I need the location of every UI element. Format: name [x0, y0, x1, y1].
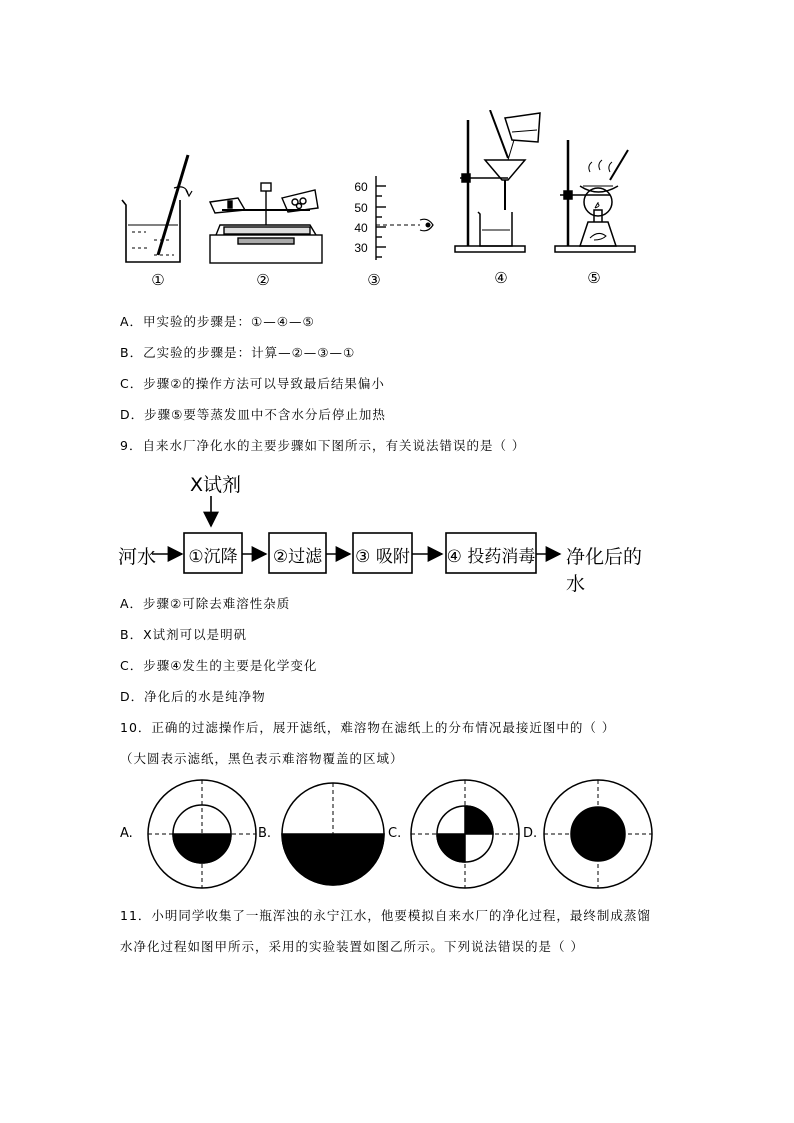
q9-flowchart	[116, 466, 656, 595]
evaporation-setup	[555, 140, 635, 252]
river-water-label: 河水	[118, 546, 157, 568]
step-filtration: ②过滤	[272, 547, 323, 567]
q11-stem-line1: 11．小明同学收集了一瓶浑浊的永宁江水，他要模拟自来水厂的净化过程，最终制成蒸馏	[120, 908, 651, 923]
q9-stem: 9．自来水厂净化水的主要步骤如下图所示，有关说法错误的是（ ）	[120, 438, 526, 453]
option-c-label: C.	[388, 826, 402, 841]
purified-water-label: 净化后的水	[566, 546, 643, 595]
apparatus-label-5: ⑤	[587, 269, 601, 287]
option-a-circle	[148, 780, 256, 888]
step-adsorption: ③ 吸附	[355, 547, 410, 567]
apparatus-label-1: ①	[151, 271, 165, 289]
tick-40: 40	[354, 221, 368, 235]
option-d-circle	[544, 780, 652, 888]
balance	[210, 183, 322, 263]
apparatus-label-4: ④	[494, 269, 508, 287]
tick-30: 30	[354, 241, 368, 255]
x-reagent-label: X试剂	[190, 474, 242, 496]
q9-option-b: B．X试剂可以是明矾	[120, 627, 248, 642]
option-d-label: D.	[523, 826, 538, 841]
option-b-circle	[282, 783, 384, 885]
step-disinfection: ④ 投药消毒	[446, 547, 536, 567]
q8-option-b: B．乙实验的步骤是：计算—②—③—①	[120, 345, 356, 360]
q8-option-c: C．步骤②的操作方法可以导致最后结果偏小	[120, 376, 385, 391]
option-c-circle	[411, 780, 519, 888]
option-b-label: B.	[258, 826, 272, 841]
q9-option-a: A．步骤②可除去难溶性杂质	[120, 596, 291, 611]
q8-option-d: D．步骤⑤要等蒸发皿中不含水分后停止加热	[120, 407, 386, 422]
graduated-cylinder	[376, 176, 433, 260]
option-a-label: A.	[120, 826, 133, 841]
q10-stem: 10．正确的过滤操作后，展开滤纸，难溶物在滤纸上的分布情况最接近图中的（ ）	[120, 720, 616, 735]
q9-option-d: D．净化后的水是纯净物	[120, 689, 266, 704]
q9-option-c: C．步骤④发生的主要是化学变化	[120, 658, 318, 673]
filtration-setup	[455, 110, 540, 252]
tick-50: 50	[354, 201, 368, 215]
filter-paper-options	[118, 778, 658, 890]
stirring-beaker	[122, 155, 192, 262]
apparatus-label-3: ③	[367, 271, 381, 289]
q8-option-a: A．甲实验的步骤是：①—④—⑤	[120, 314, 315, 329]
step-sedimentation: ①沉降	[188, 547, 238, 567]
q11-stem-line2: 水净化过程如图甲所示，采用的实验装置如图乙所示。下列说法错误的是（ ）	[120, 939, 584, 954]
tick-60: 60	[354, 180, 368, 194]
apparatus-label-2: ②	[256, 271, 270, 289]
q10-note: （大圆表示滤纸，黑色表示难溶物覆盖的区域）	[120, 751, 404, 766]
